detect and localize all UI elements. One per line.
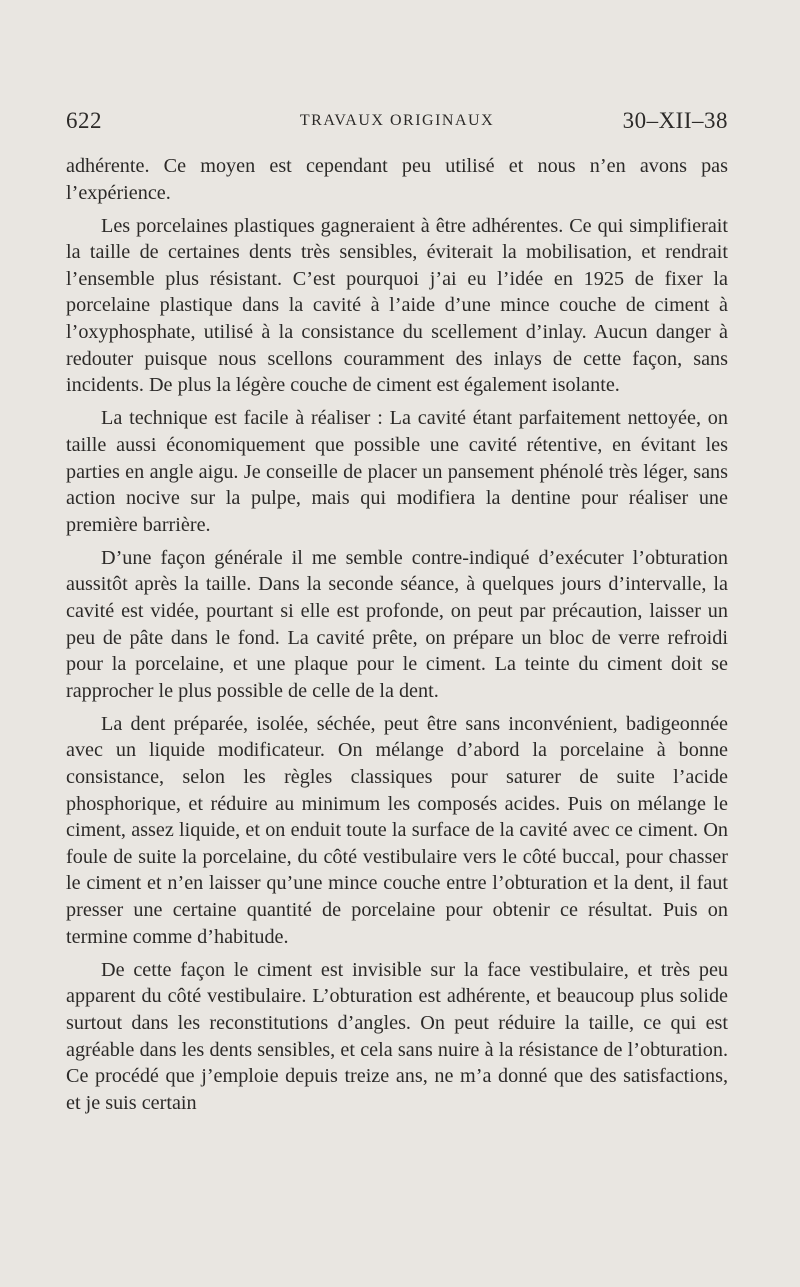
page-number: 622 [66,108,102,133]
running-title: TRAVAUX ORIGINAUX [299,112,495,129]
paragraph-technique: La technique est facile à réaliser : La cavité étant parfaitement nettoyée, on taille aussi économiquement que possible une cavité rétentive, en évitant les parties en angle aigu. Je conseille de placer un pansement phénolé très léger, sans action nocive sur la pulpe, mais qui modifiera la dentine pour réaliser une première barrière. [66,407,728,536]
paragraph-adhesive-porcelain: Les porcelaines plastiques gagneraient à être adhérentes. Ce qui simplifierait la taille de certaines dents très sensibles, éviterait la mobilisation, et rendrait l’ensemble plus résistant. C’est pourquoi j’ai eu l’idée en 1925 de fixer la porcelaine plastique dans la cavité à l’aide d’une mince couche de ciment à l’oxyphosphate, utilisé à la consistance du scellement d’inlay. Aucun danger à redouter puisque nous scellons couramment des inlays de cette façon, sans incidents. De plus la légère couche de ciment est également isolante. [66,214,728,397]
issue-date: 30–XII–38 [622,108,728,133]
article-body [66,153,728,1123]
running-header [66,108,728,138]
paragraph-tooth-preparation: La dent préparée, isolée, séchée, peut être sans inconvénient, badigeonnée avec un liquide modificateur. On mélange d’abord la porcelaine à bonne consistance, selon les règles classiques pour saturer de suite l’acide phosphorique, et réduire au minimum les composés acides. Puis on mélange le ciment, assez liquide, et on enduit toute la surface de la cavité avec ce ciment. On foule de suite la porcelaine, du côté vestibulaire vers le côté buccal, pour chasser le ciment et n’en laisser qu’une mince couche entre l’obturation et la dent, il faut presser une certaine quantité de porcelaine pour obtenir ce résultat. Puis on termine comme d’habitude. [66,712,728,948]
paragraph-results: De cette façon le ciment est invisible sur la face vestibulaire, et très peu apparent du côté vestibulaire. L’obturation est adhérente, et beaucoup plus solide surtout dans les reconstitutions d’angles. On peut réduire la taille, ce qui est agréable dans les dents sensibles, et cela sans nuire à la résistance de l’obturation. Ce procédé que j’emploie depuis treize ans, ne m’a donné que des satisfactions, et je suis certain [66,958,728,1114]
paragraph-general-procedure: D’une façon générale il me semble contre-indiqué d’exécuter l’obturation aussitôt après la taille. Dans la seconde séance, à quelques jours d’intervalle, la cavité est vidée, pourtant si elle est profonde, on peut par précaution, laisser un peu de pâte dans le fond. La cavité prête, on prépare un bloc de verre refroidi pour la porcelaine, et une plaque pour le ciment. La teinte du ciment doit se rapprocher le plus possible de celle de la dent. [66,546,728,702]
paragraph-continuation: adhérente. Ce moyen est cependant peu utilisé et nous n’en avons pas l’expérience. [66,155,728,204]
